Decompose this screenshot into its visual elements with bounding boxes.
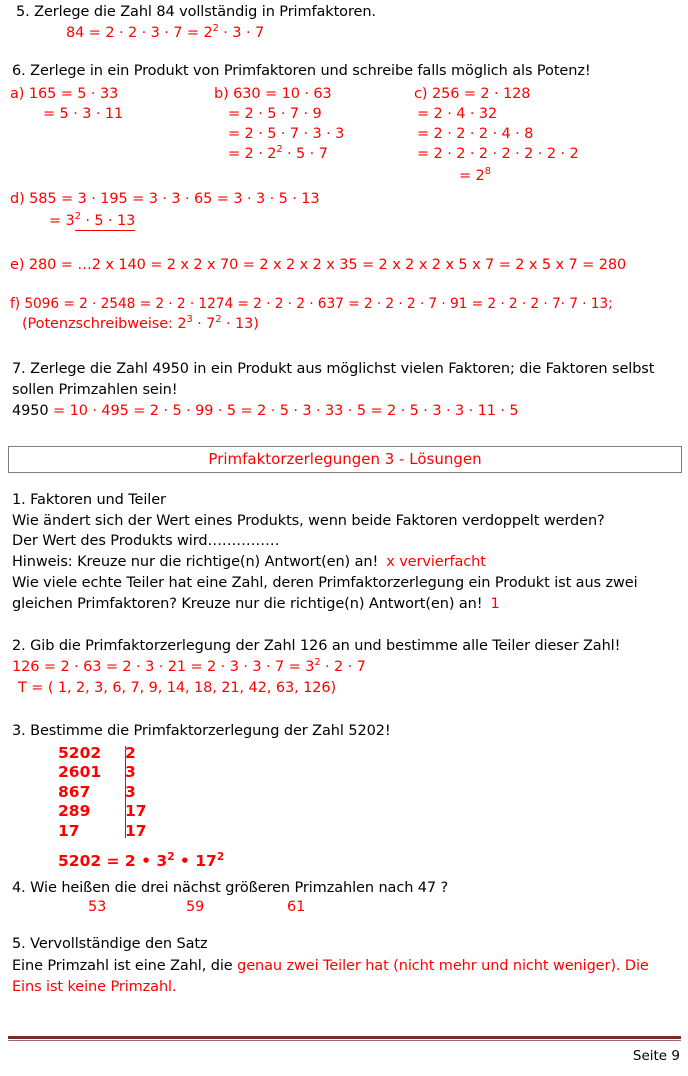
- division-divisor: 17: [125, 802, 147, 821]
- exercise-6d-underlined-result: [75, 213, 136, 231]
- exercise-6d-line2-pre: = 3: [49, 213, 75, 229]
- exercise-6d-line2-exponent: 2: [74, 211, 81, 223]
- division-divisor: 2: [125, 744, 136, 762]
- solution-3-result-exponent2: 2: [216, 850, 225, 863]
- solution-5-line2-answer: genau zwei Teiler hat (nicht mehr und nicht weniger). Die: [237, 958, 649, 974]
- exercise-5-answer: [66, 25, 264, 41]
- exercise-6c-line5: [459, 168, 491, 184]
- solution-2-heading: 2. Gib die Primfaktorzerlegung der Zahl 126 an und bestimme alle Teiler dieser Zahl!: [12, 638, 621, 654]
- exercise-6c-line4: = 2 · 2 · 2 · 2 · 2 · 2 · 2: [417, 146, 579, 162]
- exercise-6d-line1: d) 585 = 3 · 195 = 3 · 3 · 65 = 3 · 3 · 5 · 13: [10, 191, 320, 207]
- exercise-6b-line4-post: · 5 · 7: [282, 146, 328, 162]
- solution-1-line6-answer: 1: [490, 596, 500, 612]
- table-row: [58, 822, 185, 841]
- solution-3-result-mid: • 17: [174, 852, 217, 870]
- exercise-6d-line2: [49, 213, 135, 229]
- exercise-6e-line1: e) 280 = …2 x 140 = 2 x 2 x 70 = 2 x 2 x 2 x 35 = 2 x 2 x 2 x 5 x 7 = 2 x 5 x 7 = 280: [10, 257, 627, 273]
- section-title-text: Primfaktorzerlegungen 3 - Lösungen: [208, 450, 482, 468]
- exercise-5-prompt: 5. Zerlege die Zahl 84 vollständig in Primfaktoren.: [16, 4, 376, 20]
- solution-5-line3: Eins ist keine Primzahl.: [12, 979, 177, 995]
- division-dividend: 289: [58, 802, 91, 821]
- solution-3-result-pre: 5202 = 2 • 3: [58, 852, 168, 870]
- solution-2-divisors: T = ( 1, 2, 3, 6, 7, 9, 14, 18, 21, 42, 63, 126): [18, 680, 337, 696]
- exercise-6c-line2: = 2 · 4 · 32: [417, 106, 498, 122]
- exercise-6f-line2-mid: · 7: [192, 316, 216, 332]
- solution-5-line2: [12, 958, 649, 974]
- solution-3-heading: 3. Bestimme die Primfaktorzerlegung der Zahl 5202!: [12, 723, 391, 739]
- solution-1-line6: [12, 596, 500, 612]
- solution-2-factorization: [12, 659, 366, 675]
- exercise-6f-line2-pre: (Potenzschreibweise: 2: [22, 316, 187, 332]
- division-divisor: 3: [125, 782, 136, 801]
- exercise-6b-line4-exponent: 2: [276, 144, 283, 156]
- exercise-6b-line1: b) 630 = 10 · 63: [214, 86, 332, 102]
- solution-1-line4: [12, 554, 486, 570]
- solution-1-line5: Wie viele echte Teiler hat eine Zahl, deren Primfaktorzerlegung ein Produkt ist aus zwei: [12, 575, 638, 591]
- solution-3-result-exponent1: 2: [167, 850, 175, 863]
- solution-4-answer-3: 61: [287, 899, 306, 915]
- exercise-6f-line2: [22, 316, 259, 332]
- exercise-6a-line1: a) 165 = 5 · 33: [10, 86, 119, 102]
- exercise-6c-line5-pre: = 2: [459, 168, 485, 184]
- division-dividend: 2601: [58, 763, 102, 782]
- solution-1-line2: Wie ändert sich der Wert eines Produkts, wenn beide Faktoren verdoppelt werden?: [12, 513, 605, 529]
- footer-rule-thin: [8, 1040, 681, 1041]
- solution-1-line3: Der Wert des Produkts wird……………: [12, 533, 280, 549]
- exercise-6f-line1: f) 5096 = 2 · 2548 = 2 · 2 · 1274 = 2 · 2 · 2 · 637 = 2 · 2 · 2 · 7 · 91 = 2 · 2 · 2 · 7· 7 · 13;: [10, 296, 613, 312]
- division-table-divider: [125, 746, 126, 838]
- exercise-5-answer-post: · 3 · 7: [218, 25, 265, 41]
- solution-4-answer-1: 53: [88, 899, 107, 915]
- exercise-6d-line2-post: · 5 · 13: [80, 213, 136, 229]
- exercise-6c-line1: c) 256 = 2 · 128: [414, 86, 531, 102]
- solution-3-result: [58, 852, 224, 870]
- solution-1-line4-answer: x vervierfacht: [386, 554, 486, 570]
- exercise-5-answer-exponent: 2: [212, 23, 219, 35]
- table-row: [58, 783, 185, 802]
- solution-2-factorization-post: · 2 · 7: [320, 659, 366, 675]
- exercise-6b-line2: = 2 · 5 · 7 · 9: [228, 106, 322, 122]
- solution-1-line4-prompt: Hinweis: Kreuze nur die richtige(n) Antwort(en) an!: [12, 554, 379, 570]
- exercise-6b-line3: = 2 · 5 · 7 · 3 · 3: [228, 126, 345, 142]
- solution-2-factorization-pre: 126 = 2 · 63 = 2 · 3 · 21 = 2 · 3 · 3 · 7 = 3: [12, 659, 315, 675]
- table-row: [58, 744, 185, 763]
- exercise-6c-line5-exponent: 8: [484, 166, 491, 178]
- exercise-6f-line2-exponent1: 3: [186, 314, 193, 326]
- footer-rule-thick: [8, 1036, 681, 1039]
- exercise-6b-line4-pre: = 2 · 2: [228, 146, 277, 162]
- exercise-6-prompt: 6. Zerlege in ein Produkt von Primfaktoren und schreibe falls möglich als Potenz!: [12, 63, 591, 79]
- division-divisor: 17: [125, 821, 147, 840]
- exercise-5-answer-pre: 84 = 2 · 2 · 3 · 7 = 2: [66, 25, 213, 41]
- exercise-7-answer-number: 4950: [12, 403, 49, 419]
- division-divisor: 3: [125, 763, 136, 782]
- exercise-6a-line2: = 5 · 3 · 11: [43, 106, 124, 122]
- exercise-6f-line2-post: · 13): [221, 316, 259, 332]
- section-title-box: [8, 446, 682, 473]
- page-number: Seite 9: [632, 1048, 680, 1064]
- solution-2-factorization-exponent: 2: [314, 657, 321, 669]
- division-dividend: 5202: [58, 744, 102, 762]
- division-dividend: 867: [58, 782, 91, 801]
- solution-1-line6-prompt: gleichen Primfaktoren? Kreuze nur die richtige(n) Antwort(en) an!: [12, 596, 483, 612]
- solution-5-line2-prompt: Eine Primzahl ist eine Zahl, die: [12, 958, 238, 974]
- table-row: [58, 763, 185, 782]
- exercise-6c-line3: = 2 · 2 · 2 · 4 · 8: [417, 126, 534, 142]
- solution-4-answer-2: 59: [186, 899, 205, 915]
- table-row: [58, 802, 185, 821]
- division-table: [58, 744, 185, 841]
- exercise-7-answer: [12, 403, 519, 419]
- exercise-6f-line2-exponent2: 2: [215, 314, 222, 326]
- exercise-6b-line4: [228, 146, 328, 162]
- solution-4-heading: 4. Wie heißen die drei nächst größeren Primzahlen nach 47 ?: [12, 880, 449, 896]
- exercise-7-prompt-line1: 7. Zerlege die Zahl 4950 in ein Produkt aus möglichst vielen Faktoren; die Faktoren selbst: [12, 361, 655, 377]
- solution-5-heading: 5. Vervollständige den Satz: [12, 936, 208, 952]
- exercise-7-answer-factors: = 10 · 495 = 2 · 5 · 99 · 5 = 2 · 5 · 3 · 33 · 5 = 2 · 5 · 3 · 3 · 11 · 5: [48, 403, 519, 419]
- exercise-7-prompt-line2: sollen Primzahlen sein!: [12, 382, 178, 398]
- division-dividend: 17: [58, 821, 80, 840]
- solution-1-heading: 1. Faktoren und Teiler: [12, 492, 166, 508]
